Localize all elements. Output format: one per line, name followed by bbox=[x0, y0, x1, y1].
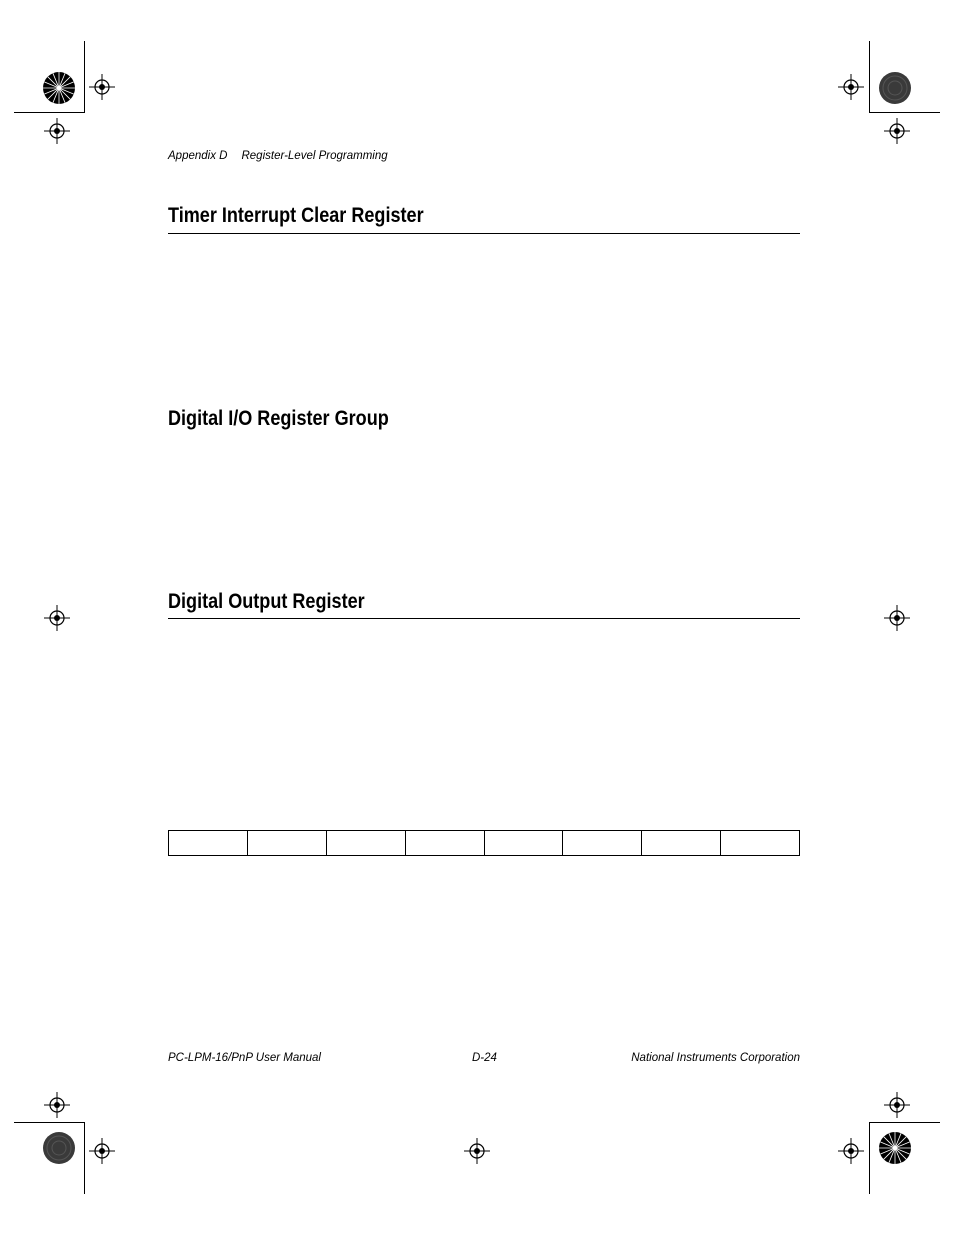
registration-mark-icon bbox=[89, 74, 115, 100]
starburst-icon bbox=[878, 71, 912, 105]
registration-mark-icon bbox=[884, 118, 910, 144]
registration-mark-icon bbox=[464, 1138, 490, 1164]
starburst-icon bbox=[42, 71, 76, 105]
crop-mark-icon bbox=[84, 41, 85, 113]
bit-map-table bbox=[168, 830, 800, 856]
bit-cell bbox=[169, 831, 248, 856]
registration-mark-icon bbox=[89, 1138, 115, 1164]
crop-mark-icon bbox=[14, 1122, 84, 1123]
registration-mark-icon bbox=[884, 1092, 910, 1118]
crop-mark-icon bbox=[84, 1122, 85, 1194]
bit-cell bbox=[721, 831, 800, 856]
heading-rule bbox=[168, 233, 800, 234]
starburst-icon bbox=[878, 1131, 912, 1165]
crop-mark-icon bbox=[870, 1122, 940, 1123]
bit-cell bbox=[247, 831, 326, 856]
running-head bbox=[168, 150, 388, 162]
footer-manual-title: PC-LPM-16/PnP User Manual bbox=[168, 1052, 321, 1064]
registration-mark-icon bbox=[44, 118, 70, 144]
registration-mark-icon bbox=[884, 605, 910, 631]
registration-mark-icon bbox=[44, 1092, 70, 1118]
registration-mark-icon bbox=[838, 1138, 864, 1164]
bit-cell bbox=[484, 831, 563, 856]
bit-cell bbox=[642, 831, 721, 856]
starburst-icon bbox=[42, 1131, 76, 1165]
bit-cell bbox=[326, 831, 405, 856]
bit-cell bbox=[563, 831, 642, 856]
footer-company: National Instruments Corporation bbox=[631, 1052, 800, 1064]
heading-digital-output-register: Digital Output Register bbox=[168, 590, 365, 613]
registration-mark-icon bbox=[838, 74, 864, 100]
running-head-chapter: Register-Level Programming bbox=[241, 150, 388, 162]
table-row bbox=[169, 831, 800, 856]
crop-mark-icon bbox=[869, 1122, 870, 1194]
footer-page-number: D-24 bbox=[472, 1052, 497, 1064]
bit-cell bbox=[405, 831, 484, 856]
crop-mark-icon bbox=[870, 112, 940, 113]
crop-mark-icon bbox=[869, 41, 870, 113]
heading-rule bbox=[168, 618, 800, 619]
crop-mark-icon bbox=[14, 112, 84, 113]
registration-mark-icon bbox=[44, 605, 70, 631]
heading-digital-io-register-group: Digital I/O Register Group bbox=[168, 407, 389, 430]
heading-timer-interrupt-clear-register: Timer Interrupt Clear Register bbox=[168, 204, 424, 227]
running-head-appendix: Appendix D bbox=[168, 150, 228, 162]
